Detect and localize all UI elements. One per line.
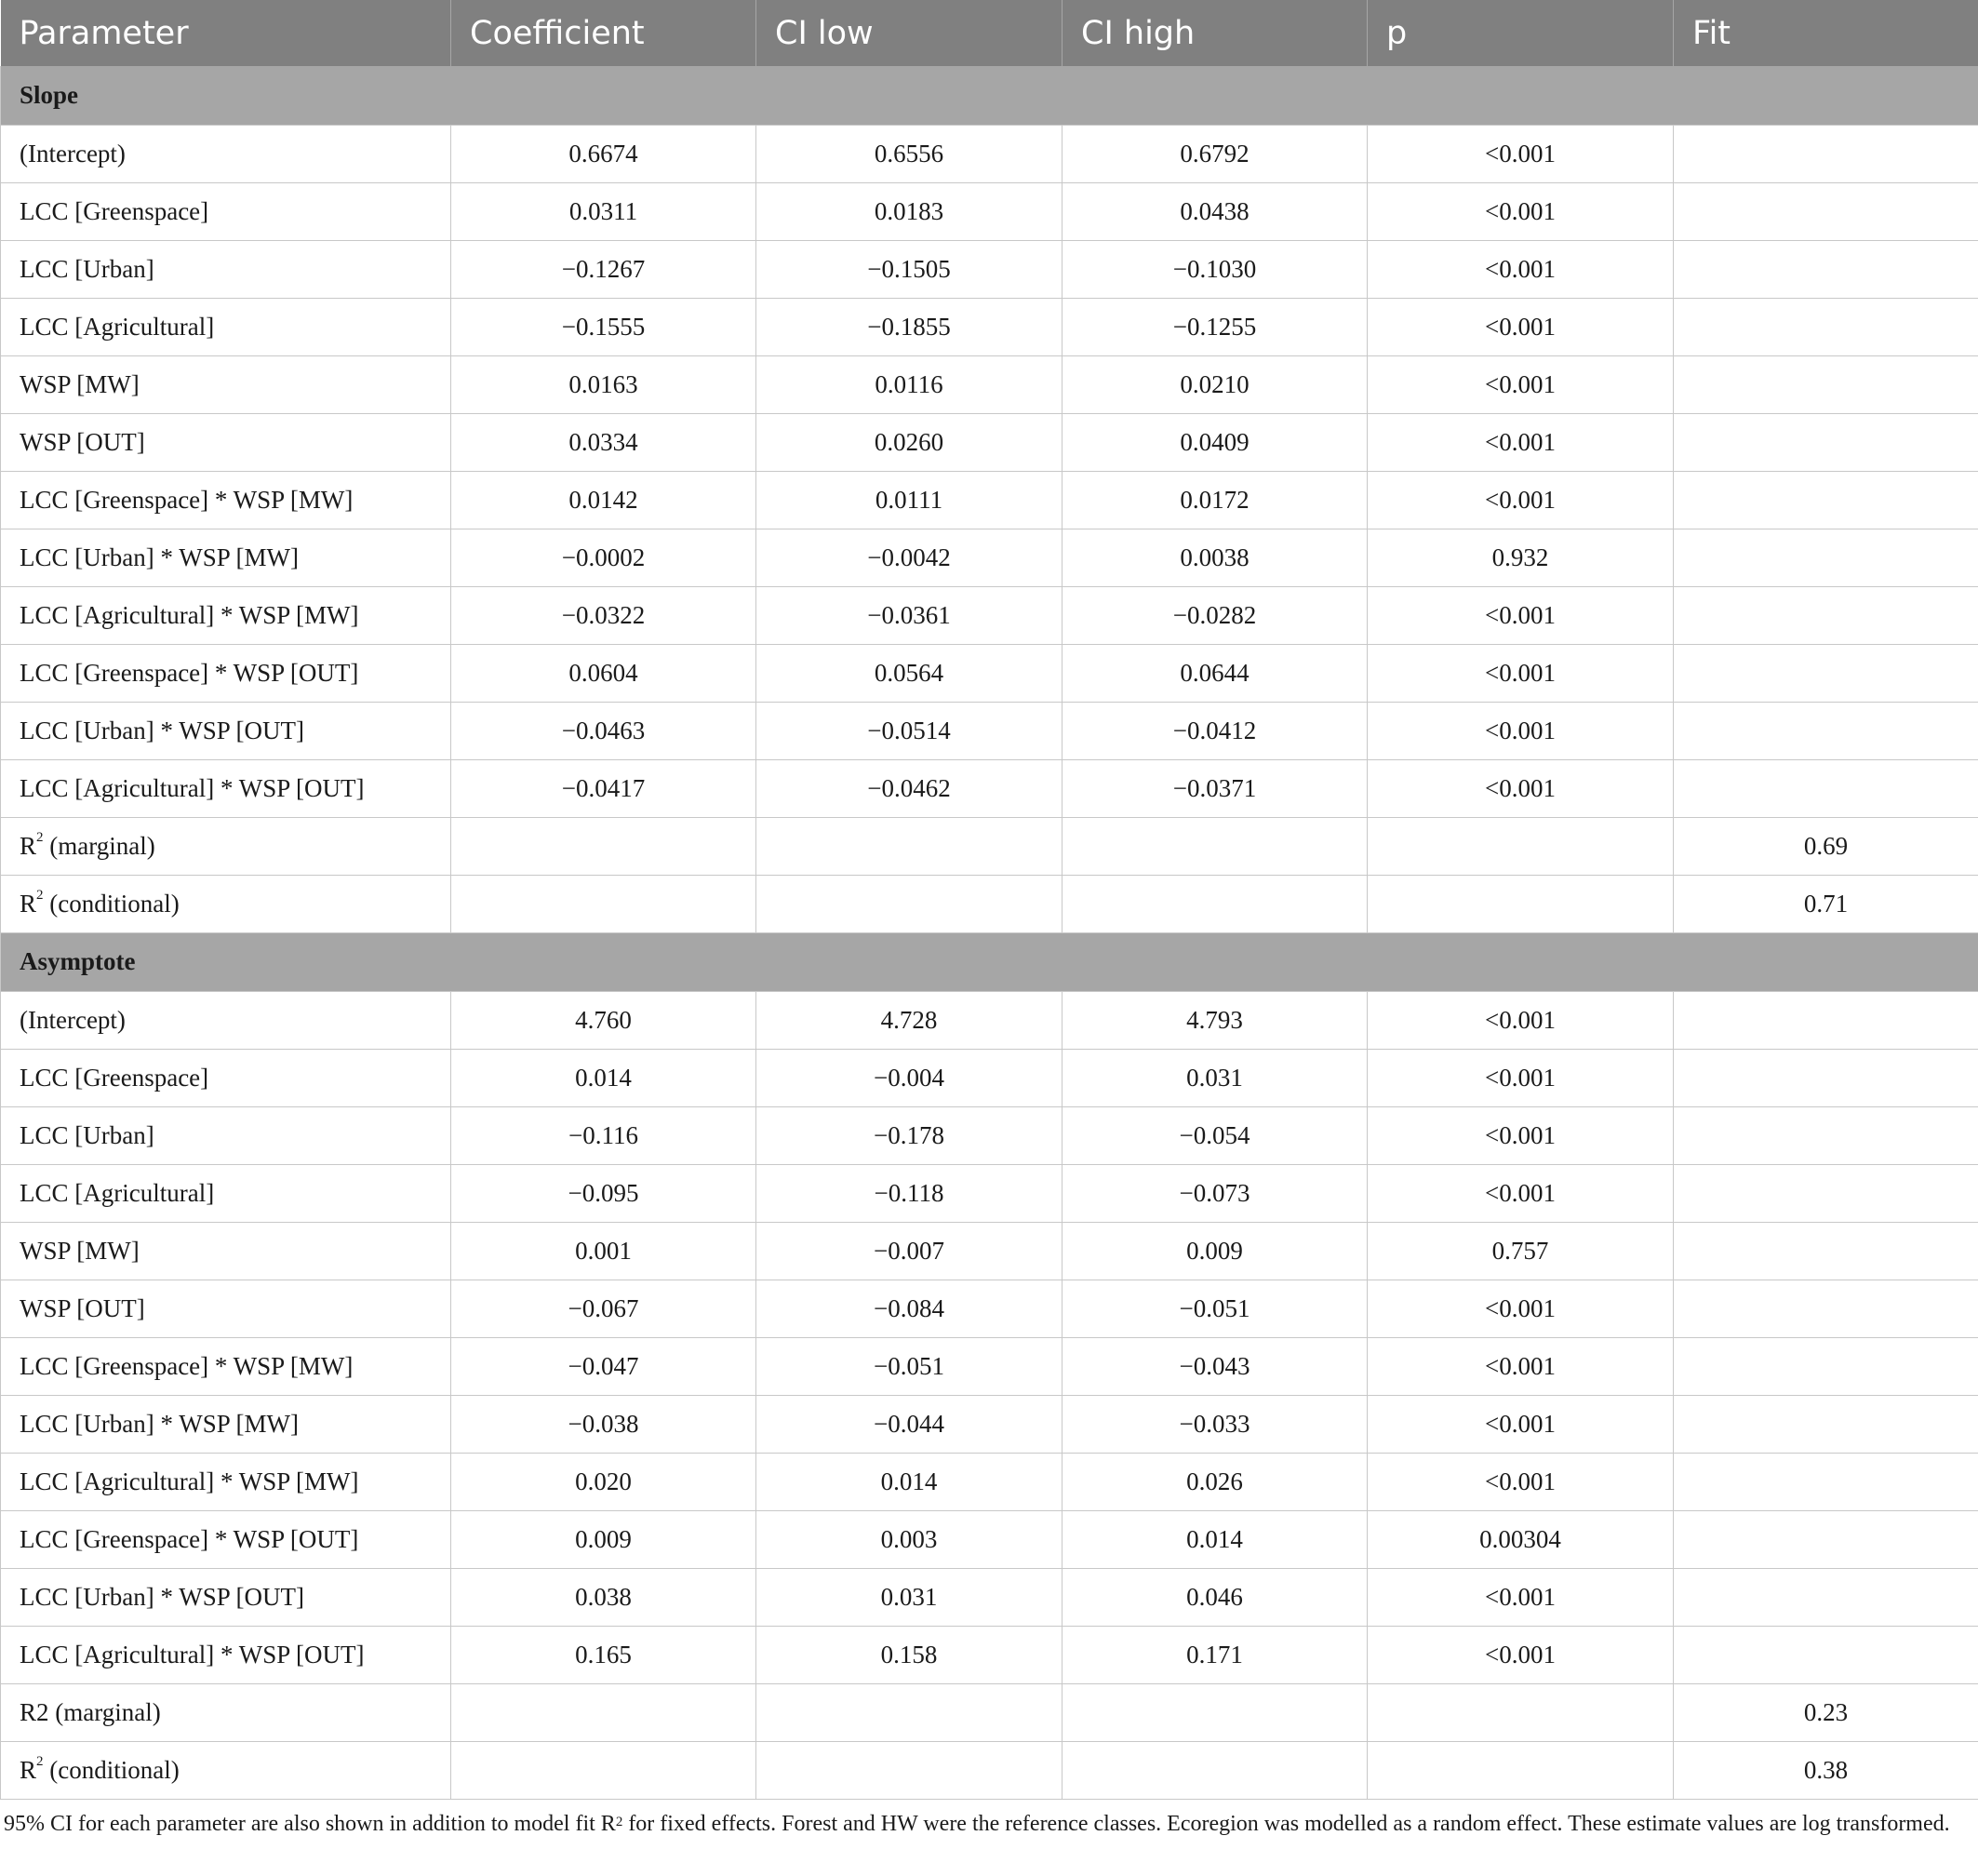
fit-cell (1674, 413, 1978, 471)
fit-cell (1674, 586, 1978, 644)
parameter-label: LCC [Greenspace] (20, 196, 209, 225)
coefficient-cell: 0.0334 (451, 413, 756, 471)
table-row (1, 298, 1978, 355)
p-value-cell: <0.001 (1368, 586, 1674, 644)
coefficient-cell: 0.038 (451, 1568, 756, 1626)
table-row (1, 991, 1978, 1049)
table-row (1, 413, 1978, 471)
table-row (1, 1164, 1978, 1222)
ci-low-cell: −0.007 (756, 1222, 1063, 1280)
parameter-label: LCC [Urban] * WSP [MW] (20, 543, 299, 571)
table-row (1, 1280, 1978, 1337)
ci-high-cell: −0.1255 (1063, 298, 1368, 355)
coefficient-cell: 0.014 (451, 1049, 756, 1106)
p-value-cell: <0.001 (1368, 413, 1674, 471)
fit-cell (1674, 759, 1978, 817)
parameter-cell (1, 1453, 451, 1510)
parameter-cell (1, 759, 451, 817)
table-row (1, 529, 1978, 586)
fit-cell (1674, 1222, 1978, 1280)
ci-high-cell: −0.1030 (1063, 240, 1368, 298)
p-value-cell (1368, 1683, 1674, 1741)
ci-low-cell: −0.051 (756, 1337, 1063, 1395)
fit-cell (1674, 1164, 1978, 1222)
fit-cell: 0.69 (1674, 817, 1978, 875)
p-value-cell: <0.001 (1368, 240, 1674, 298)
p-value-cell: <0.001 (1368, 702, 1674, 759)
ci-low-cell: −0.0042 (756, 529, 1063, 586)
parameter-cell (1, 586, 451, 644)
table-row (1, 240, 1978, 298)
fit-cell (1674, 182, 1978, 240)
fit-cell (1674, 702, 1978, 759)
coefficient-cell (451, 1683, 756, 1741)
ci-high-cell: −0.0282 (1063, 586, 1368, 644)
coefficient-cell: −0.1267 (451, 240, 756, 298)
parameter-label: (Intercept) (20, 139, 126, 168)
table-row (1, 875, 1978, 932)
coefficient-cell (451, 1741, 756, 1799)
header-parameter: Parameter (1, 0, 451, 66)
footnote-text-after: for fixed effects. Forest and HW were the reference classes. Ecoregion was modelled as a random effect. These estimate values are log transformed. (622, 1811, 1950, 1836)
section-title: Slope (1, 66, 1978, 125)
p-value-cell: <0.001 (1368, 125, 1674, 182)
parameter-label: WSP [OUT] (20, 1293, 145, 1322)
ci-low-cell: −0.118 (756, 1164, 1063, 1222)
table-row (1, 586, 1978, 644)
coefficient-cell (451, 875, 756, 932)
table-row (1, 1222, 1978, 1280)
coefficient-cell: 0.0311 (451, 182, 756, 240)
ci-low-cell: −0.178 (756, 1106, 1063, 1164)
ci-low-cell: −0.1505 (756, 240, 1063, 298)
ci-high-cell: −0.0371 (1063, 759, 1368, 817)
table-row (1, 644, 1978, 702)
p-value-cell: 0.932 (1368, 529, 1674, 586)
ci-low-cell: 0.6556 (756, 125, 1063, 182)
table-row (1, 759, 1978, 817)
ci-low-cell: 0.0564 (756, 644, 1063, 702)
parameter-label: LCC [Urban] * WSP [OUT] (20, 1582, 304, 1611)
fit-cell (1674, 240, 1978, 298)
parameter-cell (1, 1741, 451, 1799)
p-value-cell: <0.001 (1368, 1106, 1674, 1164)
ci-low-cell (756, 875, 1063, 932)
fit-cell (1674, 1568, 1978, 1626)
ci-low-cell: −0.0462 (756, 759, 1063, 817)
table-row (1, 1568, 1978, 1626)
parameter-label: WSP [MW] (20, 1236, 140, 1265)
fit-cell: 0.38 (1674, 1741, 1978, 1799)
fit-cell (1674, 644, 1978, 702)
p-value-cell: <0.001 (1368, 1337, 1674, 1395)
header-fit: Fit (1674, 0, 1978, 66)
coefficient-cell: 0.0163 (451, 355, 756, 413)
fit-cell (1674, 1510, 1978, 1568)
parameter-label: WSP [OUT] (20, 427, 145, 456)
p-value-cell: <0.001 (1368, 355, 1674, 413)
parameter-cell (1, 1510, 451, 1568)
ci-high-cell: −0.073 (1063, 1164, 1368, 1222)
p-value-cell: <0.001 (1368, 298, 1674, 355)
ci-high-cell: 0.0038 (1063, 529, 1368, 586)
footnote-text-before: 95% CI for each parameter are also shown in addition to model fit R (4, 1811, 616, 1836)
parameter-cell (1, 817, 451, 875)
coefficient-cell: −0.095 (451, 1164, 756, 1222)
coefficient-cell: −0.116 (451, 1106, 756, 1164)
ci-low-cell: −0.0514 (756, 702, 1063, 759)
fit-cell: 0.71 (1674, 875, 1978, 932)
parameter-label: R2 (marginal) (20, 1697, 161, 1726)
coefficient-cell: −0.038 (451, 1395, 756, 1453)
p-value-cell: <0.001 (1368, 182, 1674, 240)
parameter-cell (1, 1106, 451, 1164)
fit-cell (1674, 125, 1978, 182)
ci-low-cell: 0.0260 (756, 413, 1063, 471)
ci-high-cell: −0.051 (1063, 1280, 1368, 1337)
fit-cell (1674, 1106, 1978, 1164)
ci-high-cell: 0.0210 (1063, 355, 1368, 413)
ci-low-cell (756, 1741, 1063, 1799)
fit-cell (1674, 529, 1978, 586)
ci-high-cell: 4.793 (1063, 991, 1368, 1049)
parameter-label-suffix: (conditional) (43, 1755, 180, 1784)
p-value-cell: <0.001 (1368, 471, 1674, 529)
ci-low-cell: −0.0361 (756, 586, 1063, 644)
ci-low-cell: 0.0111 (756, 471, 1063, 529)
parameter-cell (1, 1280, 451, 1337)
coefficient-cell: −0.0417 (451, 759, 756, 817)
footnote-superscript: 2 (615, 1814, 623, 1829)
ci-low-cell: 4.728 (756, 991, 1063, 1049)
p-value-cell: <0.001 (1368, 1049, 1674, 1106)
section-row (1, 66, 1978, 125)
table-row (1, 817, 1978, 875)
parameter-cell (1, 471, 451, 529)
p-value-cell: <0.001 (1368, 1164, 1674, 1222)
table-row (1, 1049, 1978, 1106)
parameter-cell (1, 702, 451, 759)
parameter-cell (1, 298, 451, 355)
coefficient-cell: 0.165 (451, 1626, 756, 1683)
parameter-cell (1, 1626, 451, 1683)
fit-cell (1674, 471, 1978, 529)
p-value-cell: <0.001 (1368, 991, 1674, 1049)
coefficient-cell: −0.067 (451, 1280, 756, 1337)
parameter-label: LCC [Agricultural] (20, 1178, 215, 1207)
table-row (1, 1741, 1978, 1799)
parameter-label: LCC [Urban] (20, 1120, 154, 1149)
ci-low-cell: 0.0183 (756, 182, 1063, 240)
parameter-superscript: 2 (36, 829, 44, 845)
table-row (1, 1395, 1978, 1453)
parameter-cell (1, 355, 451, 413)
ci-low-cell: 0.003 (756, 1510, 1063, 1568)
parameter-superscript: 2 (36, 1753, 44, 1769)
ci-high-cell: 0.014 (1063, 1510, 1368, 1568)
table-row (1, 1453, 1978, 1510)
table-row (1, 1510, 1978, 1568)
parameter-cell (1, 240, 451, 298)
ci-high-cell: 0.031 (1063, 1049, 1368, 1106)
parameter-superscript: 2 (36, 887, 44, 903)
fit-cell (1674, 1049, 1978, 1106)
parameter-cell (1, 1222, 451, 1280)
parameter-cell (1, 1395, 451, 1453)
fit-cell (1674, 1337, 1978, 1395)
p-value-cell: <0.001 (1368, 1626, 1674, 1683)
parameter-cell (1, 125, 451, 182)
ci-high-cell: 0.026 (1063, 1453, 1368, 1510)
table-row (1, 125, 1978, 182)
parameter-cell (1, 182, 451, 240)
parameter-cell (1, 1683, 451, 1741)
ci-low-cell: −0.084 (756, 1280, 1063, 1337)
p-value-cell: <0.001 (1368, 1280, 1674, 1337)
ci-high-cell (1063, 1683, 1368, 1741)
fit-cell (1674, 1395, 1978, 1453)
ci-high-cell (1063, 875, 1368, 932)
ci-high-cell: 0.0409 (1063, 413, 1368, 471)
p-value-cell (1368, 1741, 1674, 1799)
parameter-cell (1, 1568, 451, 1626)
p-value-cell: <0.001 (1368, 1568, 1674, 1626)
coefficient-cell: 0.6674 (451, 125, 756, 182)
parameter-label: R (20, 889, 37, 918)
p-value-cell: 0.757 (1368, 1222, 1674, 1280)
parameter-label: WSP [MW] (20, 369, 140, 398)
fit-cell (1674, 1280, 1978, 1337)
table-row (1, 1683, 1978, 1741)
parameter-cell (1, 529, 451, 586)
parameter-label: LCC [Agricultural] * WSP [MW] (20, 600, 359, 629)
table-row (1, 1337, 1978, 1395)
ci-low-cell: 0.031 (756, 1568, 1063, 1626)
header-ci-high: CI high (1063, 0, 1368, 66)
coefficient-cell: −0.047 (451, 1337, 756, 1395)
parameter-cell (1, 1337, 451, 1395)
table-row (1, 702, 1978, 759)
table-row (1, 471, 1978, 529)
section-row (1, 932, 1978, 991)
parameter-label: R (20, 831, 37, 860)
fit-cell (1674, 1453, 1978, 1510)
parameter-label-suffix: (marginal) (43, 831, 155, 860)
ci-high-cell: 0.0438 (1063, 182, 1368, 240)
header-coefficient: Coefficient (451, 0, 756, 66)
table-row (1, 1626, 1978, 1683)
coefficient-cell: 0.001 (451, 1222, 756, 1280)
ci-high-cell: 0.046 (1063, 1568, 1368, 1626)
ci-high-cell: 0.0644 (1063, 644, 1368, 702)
coefficient-cell: 0.020 (451, 1453, 756, 1510)
parameter-label: (Intercept) (20, 1005, 126, 1034)
ci-high-cell: −0.0412 (1063, 702, 1368, 759)
ci-high-cell: 0.0172 (1063, 471, 1368, 529)
p-value-cell: 0.00304 (1368, 1510, 1674, 1568)
ci-low-cell: −0.1855 (756, 298, 1063, 355)
parameter-label: LCC [Urban] (20, 254, 154, 283)
header-row (1, 0, 1978, 66)
ci-low-cell (756, 1683, 1063, 1741)
coefficient-cell: 4.760 (451, 991, 756, 1049)
p-value-cell: <0.001 (1368, 1453, 1674, 1510)
ci-low-cell (756, 817, 1063, 875)
parameter-label: LCC [Agricultural] * WSP [OUT] (20, 1640, 365, 1668)
ci-low-cell: 0.0116 (756, 355, 1063, 413)
parameter-label: R (20, 1755, 37, 1784)
parameter-cell (1, 1164, 451, 1222)
coefficient-cell: −0.0463 (451, 702, 756, 759)
ci-high-cell: 0.009 (1063, 1222, 1368, 1280)
ci-high-cell: −0.054 (1063, 1106, 1368, 1164)
table-row (1, 182, 1978, 240)
ci-high-cell: −0.043 (1063, 1337, 1368, 1395)
p-value-cell (1368, 817, 1674, 875)
coefficient-cell: 0.0604 (451, 644, 756, 702)
ci-high-cell (1063, 817, 1368, 875)
ci-low-cell: 0.014 (756, 1453, 1063, 1510)
p-value-cell (1368, 875, 1674, 932)
parameter-label: LCC [Greenspace] * WSP [OUT] (20, 1524, 359, 1553)
p-value-cell: <0.001 (1368, 644, 1674, 702)
table-body (1, 66, 1978, 1799)
ci-high-cell: −0.033 (1063, 1395, 1368, 1453)
coefficient-cell (451, 817, 756, 875)
table-footnote (0, 1800, 1969, 1840)
ci-high-cell: 0.171 (1063, 1626, 1368, 1683)
fit-cell (1674, 991, 1978, 1049)
parameter-label: LCC [Urban] * WSP [OUT] (20, 716, 304, 744)
parameter-label: LCC [Agricultural] * WSP [MW] (20, 1467, 359, 1495)
ci-high-cell: 0.6792 (1063, 125, 1368, 182)
parameter-label: LCC [Greenspace] (20, 1063, 209, 1092)
parameter-label: LCC [Greenspace] * WSP [MW] (20, 1351, 354, 1380)
header-ci-low: CI low (756, 0, 1063, 66)
ci-high-cell (1063, 1741, 1368, 1799)
section-title: Asymptote (1, 932, 1978, 991)
parameter-label: LCC [Agricultural] (20, 312, 215, 341)
parameter-cell (1, 875, 451, 932)
coefficient-cell: −0.1555 (451, 298, 756, 355)
coefficient-cell: 0.0142 (451, 471, 756, 529)
parameter-cell (1, 1049, 451, 1106)
parameter-label: LCC [Greenspace] * WSP [OUT] (20, 658, 359, 687)
table-row (1, 1106, 1978, 1164)
table-row (1, 355, 1978, 413)
ci-low-cell: −0.004 (756, 1049, 1063, 1106)
p-value-cell: <0.001 (1368, 1395, 1674, 1453)
p-value-cell: <0.001 (1368, 759, 1674, 817)
parameter-cell (1, 644, 451, 702)
ci-low-cell: 0.158 (756, 1626, 1063, 1683)
coefficient-cell: 0.009 (451, 1510, 756, 1568)
ci-low-cell: −0.044 (756, 1395, 1063, 1453)
parameter-cell (1, 413, 451, 471)
parameter-label-suffix: (conditional) (43, 889, 180, 918)
fit-cell (1674, 298, 1978, 355)
coefficient-cell: −0.0002 (451, 529, 756, 586)
fit-cell (1674, 1626, 1978, 1683)
parameter-label: LCC [Urban] * WSP [MW] (20, 1409, 299, 1438)
header-p: p (1368, 0, 1674, 66)
coefficient-cell: −0.0322 (451, 586, 756, 644)
fit-cell: 0.23 (1674, 1683, 1978, 1741)
parameter-label: LCC [Agricultural] * WSP [OUT] (20, 773, 365, 802)
parameter-label: LCC [Greenspace] * WSP [MW] (20, 485, 354, 514)
parameter-cell (1, 991, 451, 1049)
fit-cell (1674, 355, 1978, 413)
